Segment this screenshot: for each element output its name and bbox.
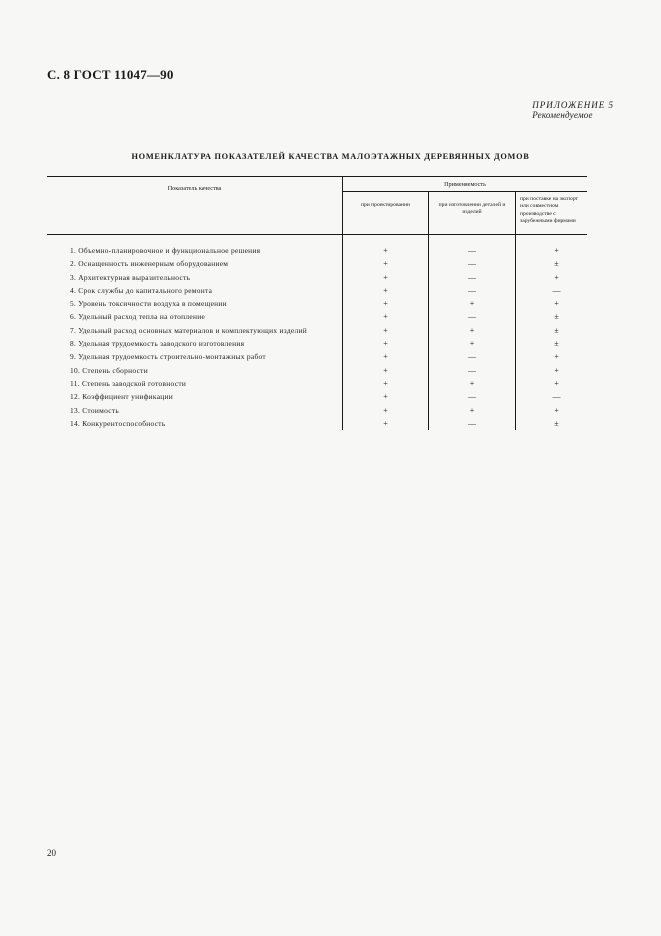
table-row xyxy=(47,244,587,257)
appendix-note: Рекомендуемое xyxy=(532,110,593,120)
table-row xyxy=(47,284,587,297)
indicator-name: 3. Архитектурная выразительность xyxy=(47,271,343,284)
value-export: + xyxy=(516,404,588,417)
table-row xyxy=(47,310,587,323)
indicator-name: 11. Степень заводской готовности xyxy=(47,377,343,390)
value-manufacture: + xyxy=(429,297,516,310)
value-export: ± xyxy=(516,257,588,270)
value-manufacture: — xyxy=(429,390,516,403)
value-manufacture: — xyxy=(429,417,516,430)
indicator-name: 7. Удельный расход основных материалов и комплектующих изделий xyxy=(47,324,343,337)
value-manufacture: + xyxy=(429,377,516,390)
table-row xyxy=(47,364,587,377)
value-design: + xyxy=(383,352,388,362)
value-export: ± xyxy=(516,310,588,323)
appendix-label-block xyxy=(532,100,614,120)
value-manufacture: — xyxy=(429,310,516,323)
value-design: + xyxy=(383,365,388,375)
column-header-indicator: Показатель качества xyxy=(47,177,343,235)
value-design: + xyxy=(383,299,388,309)
value-design: + xyxy=(383,325,388,335)
column-header-design: при проектировании xyxy=(343,192,429,235)
value-design: + xyxy=(383,378,388,388)
table-row xyxy=(47,390,587,403)
value-design: + xyxy=(383,312,388,322)
value-design: + xyxy=(383,418,388,428)
value-export: + xyxy=(516,377,588,390)
table-row xyxy=(47,337,587,350)
table-row xyxy=(47,297,587,310)
value-design: + xyxy=(383,246,388,255)
indicator-name: 2. Оснащенность инженерным оборудованием xyxy=(47,257,343,270)
appendix-label: ПРИЛОЖЕНИЕ 5 xyxy=(532,100,614,110)
column-header-manufacture: при изготовлении деталей и изделий xyxy=(429,192,516,235)
indicator-name: 8. Удельная трудоемкость заводского изготовления xyxy=(47,337,343,350)
value-manufacture: + xyxy=(429,337,516,350)
value-export: — xyxy=(516,390,588,403)
value-manufacture: + xyxy=(429,404,516,417)
indicator-name: 14. Конкурентоспособность xyxy=(47,417,343,430)
indicator-name: 5. Уровень токсичности воздуха в помещении xyxy=(47,297,343,310)
value-design: + xyxy=(383,259,388,269)
value-manufacture: — xyxy=(429,257,516,270)
column-header-applicability: Применяемость xyxy=(343,177,588,192)
page-number: 20 xyxy=(47,848,56,858)
value-manufacture: + xyxy=(429,324,516,337)
value-design: + xyxy=(383,392,388,402)
value-manufacture: — xyxy=(429,350,516,363)
value-export: + xyxy=(516,297,588,310)
column-header-export: при поставке на экспорт или совместном производстве с зарубежными фирмами xyxy=(516,192,588,235)
value-manufacture: — xyxy=(429,364,516,377)
table-row xyxy=(47,350,587,363)
table-row xyxy=(47,377,587,390)
indicator-name: 12. Коэффициент унификации xyxy=(47,390,343,403)
indicator-name: 6. Удельный расход тепла на отопление xyxy=(47,310,343,323)
value-export: ± xyxy=(516,324,588,337)
table-row xyxy=(47,417,587,430)
value-manufacture: — xyxy=(429,271,516,284)
document-title: НОМЕНКЛАТУРА ПОКАЗАТЕЛЕЙ КАЧЕСТВА МАЛОЭТАЖНЫХ ДЕРЕВЯННЫХ ДОМОВ xyxy=(131,152,530,161)
value-export: + xyxy=(516,244,588,257)
page-header: С. 8 ГОСТ 11047—90 xyxy=(47,67,174,82)
quality-indicators-table xyxy=(47,176,587,430)
value-design: + xyxy=(383,339,388,349)
value-design: + xyxy=(383,285,388,295)
value-export: + xyxy=(516,271,588,284)
indicator-name: 1. Объемно-планировочное и функциональное решения xyxy=(47,244,343,257)
indicator-name: 9. Удельная трудоемкость строительно-монтажных работ xyxy=(47,350,343,363)
value-design: + xyxy=(383,405,388,415)
value-export: ± xyxy=(516,337,588,350)
value-export: + xyxy=(516,364,588,377)
table-row xyxy=(47,324,587,337)
value-manufacture: — xyxy=(429,244,516,257)
indicator-name: 10. Степень сборности xyxy=(47,364,343,377)
indicator-name: 13. Стоимость xyxy=(47,404,343,417)
indicator-name: 4. Срок службы до капитального ремонта xyxy=(47,284,343,297)
table-row xyxy=(47,271,587,284)
table-row xyxy=(47,257,587,270)
value-export: — xyxy=(516,284,588,297)
table-row xyxy=(47,404,587,417)
value-design: + xyxy=(383,272,388,282)
value-manufacture: — xyxy=(429,284,516,297)
value-export: ± xyxy=(516,417,588,430)
value-export: + xyxy=(516,350,588,363)
